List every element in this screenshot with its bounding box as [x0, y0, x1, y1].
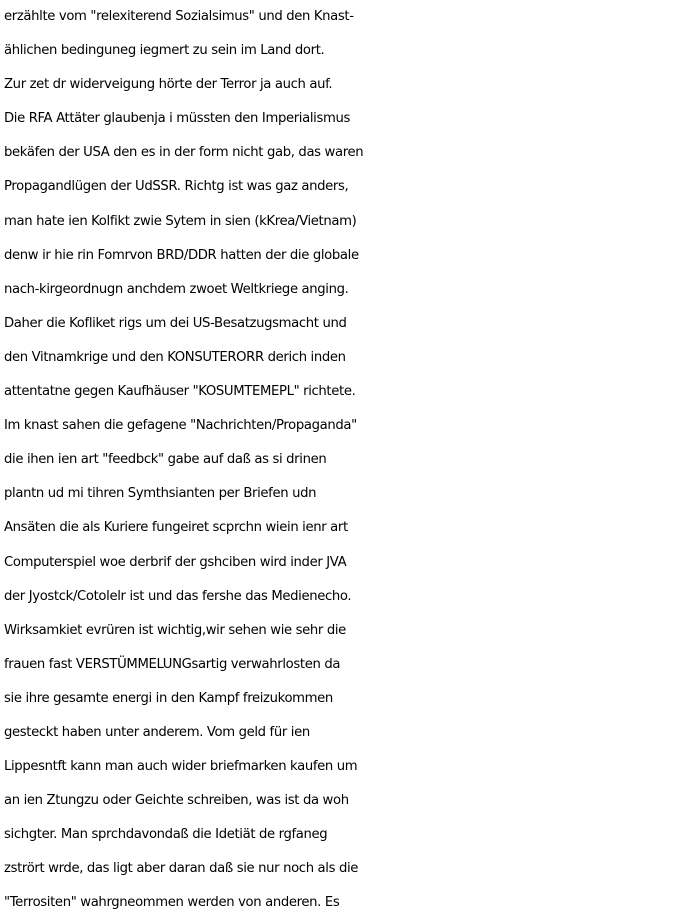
text-line: Propagandlügen der UdSSR. Richtg ist was gaz anders,: [4, 179, 349, 195]
text-line: erzählte vom "relexiterend Sozialsimus" und den Knast-: [4, 9, 354, 24]
text-line: "Terrositen" wahrgneommen werden von anderen. Es: [4, 895, 340, 911]
text-line: sie ihre gesamte energi in den Kampf freizukommen: [4, 690, 333, 706]
text-line: der Jyostck/Cotolelr ist und das fershe das Medienecho.: [4, 588, 352, 604]
text-line: zstrört wrde, das ligt aber daran daß sie nur noch als die: [4, 861, 359, 877]
text-line: Zur zet dr widerveigung hörte der Terror ja auch auf.: [4, 77, 333, 93]
text-line: Lippesntft kann man auch wider briefmarken kaufen um: [4, 759, 358, 775]
text-line: Ansäten die als Kuriere fungeiret scprchn wiein ienr art: [4, 520, 348, 536]
text-line: denw ir hie rin Fomrvon BRD/DDR hatten der die globale: [4, 247, 359, 263]
body-text: [4, 0, 684, 920]
text-line: bekäfen der USA den es in der form nicht gab, das waren: [4, 145, 364, 161]
text-line: die ihen ien art "feedbck" gabe auf daß as si drinen: [4, 452, 327, 468]
text-line: gesteckt haben unter anderem. Vom geld für ien: [4, 724, 310, 740]
text-line: Im knast sahen die gefagene "Nachrichten/Propaganda": [4, 418, 357, 434]
text-line: ählichen bedinguneg iegmert zu sein im Land dort.: [4, 43, 325, 59]
text-line: attentatne gegen Kaufhäuser "KOSUMTEMEPL" richtete.: [4, 384, 356, 400]
text-line: Computerspiel woe derbrif der gshciben wird inder JVA: [4, 554, 347, 570]
text-line: plantn ud mi tihren Symthsianten per Briefen udn: [4, 486, 317, 502]
text-line: Die RFA Attäter glaubenja i müssten den Imperialismus: [4, 111, 351, 127]
text-line: frauen fast VERSTÜMMELUNGsartig verwahrlosten da: [4, 656, 341, 672]
text-line: den Vitnamkrige und den KONSUTERORR derich inden: [4, 349, 346, 365]
text-line: nach-kirgeordnugn anchdem zwoet Weltkriege anging.: [4, 281, 349, 297]
text-line: man hate ien Kolfikt zwie Sytem in sien (kKrea/Vietnam): [4, 213, 357, 229]
text-line: Wirksamkiet evrüren ist wichtig,wir sehen wie sehr die: [4, 622, 346, 638]
text-line: Daher die Kofliket rigs um dei US-Besatzugsmacht und: [4, 315, 347, 331]
text-line: sichgter. Man sprchdavondaß die Idetiät de rgfaneg: [4, 827, 328, 843]
text-line: an ien Ztungzu oder Geichte schreiben, was ist da woh: [4, 793, 349, 809]
